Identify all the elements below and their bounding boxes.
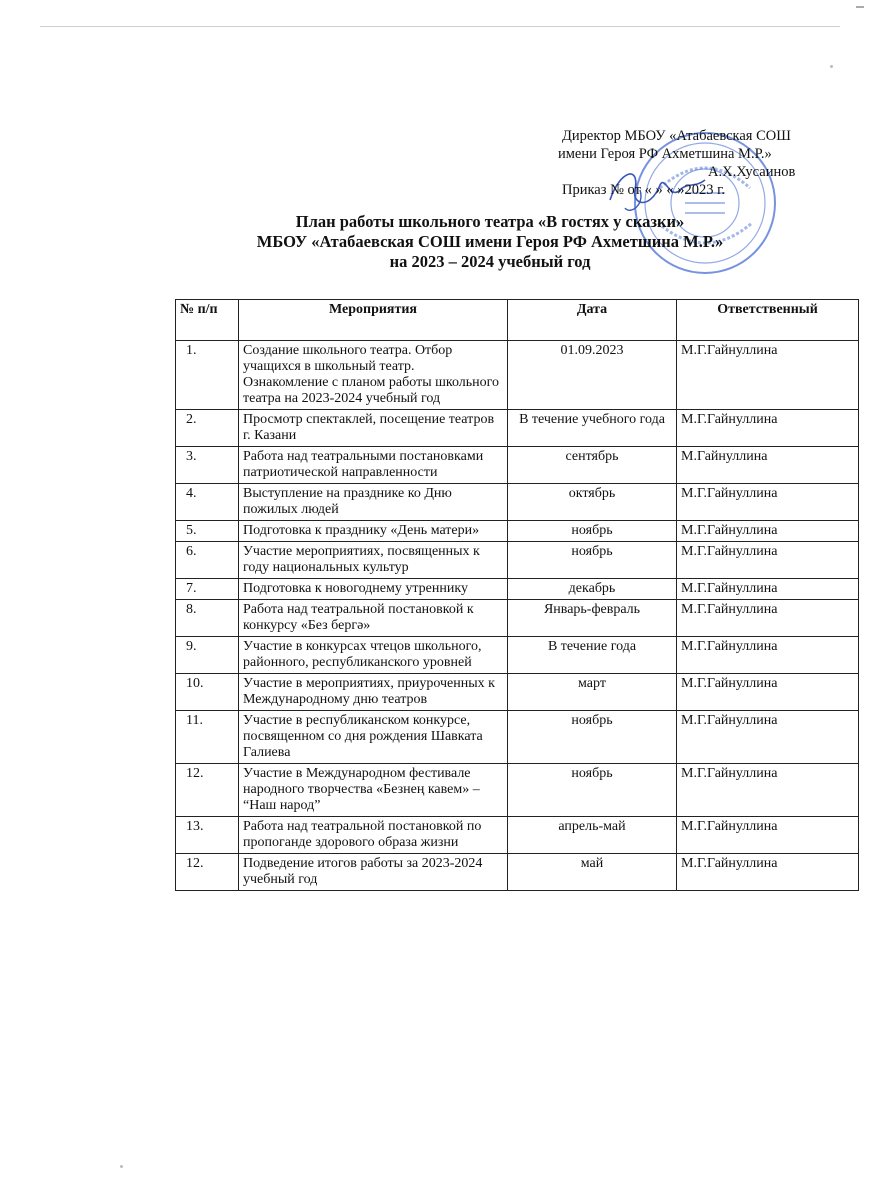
table-row <box>176 521 859 542</box>
table-row <box>176 854 859 891</box>
scan-speck <box>830 65 833 68</box>
row-responsible: М.Г.Гайнуллина <box>677 579 859 600</box>
row-responsible: М.Г.Гайнуллина <box>677 674 859 711</box>
row-date: май <box>508 854 677 891</box>
row-number: 12. <box>176 854 239 891</box>
row-number: 8. <box>176 600 239 637</box>
row-event: Участие в Международном фестивале народного творчества «Безнең кавем» – “Наш народ” <box>239 764 508 817</box>
header-num: № п/п <box>176 300 239 341</box>
row-responsible: М.Г.Гайнуллина <box>677 854 859 891</box>
title-line-2: МБОУ «Атабаевская СОШ имени Героя РФ Ахметшина М.Р.» <box>256 232 724 251</box>
row-responsible: М.Г.Гайнуллина <box>677 341 859 410</box>
table-row <box>176 579 859 600</box>
table-header-row <box>176 300 859 341</box>
row-date: апрель-май <box>508 817 677 854</box>
scan-corner-mark <box>856 6 864 8</box>
header-event: Мероприятия <box>239 300 508 341</box>
row-event: Участие в мероприятиях, приуроченных к Международному дню театров <box>239 674 508 711</box>
row-date: ноябрь <box>508 521 677 542</box>
row-number: 1. <box>176 341 239 410</box>
row-event: Просмотр спектаклей, посещение театров г. Казани <box>239 410 508 447</box>
row-event: Подготовка к празднику «День матери» <box>239 521 508 542</box>
row-date: ноябрь <box>508 711 677 764</box>
table-row <box>176 764 859 817</box>
row-responsible: М.Г.Гайнуллина <box>677 521 859 542</box>
row-number: 11. <box>176 711 239 764</box>
row-number: 2. <box>176 410 239 447</box>
approval-line-1: Директор МБОУ «Атабаевская СОШ <box>562 128 791 144</box>
table-row <box>176 447 859 484</box>
approval-line-3: А.Х.Хусаинов <box>708 164 796 180</box>
row-number: 4. <box>176 484 239 521</box>
row-event: Участие в конкурсах чтецов школьного, районного, республиканского уровней <box>239 637 508 674</box>
row-date: ноябрь <box>508 542 677 579</box>
row-date: март <box>508 674 677 711</box>
row-event: Работа над театральной постановкой по пропоганде здорового образа жизни <box>239 817 508 854</box>
row-responsible: М.Г.Гайнуллина <box>677 484 859 521</box>
row-responsible: М.Г.Гайнуллина <box>677 764 859 817</box>
row-date: 01.09.2023 <box>508 341 677 410</box>
row-responsible: М.Г.Гайнуллина <box>677 817 859 854</box>
row-event: Работа над театральными постановками патриотической направленности <box>239 447 508 484</box>
row-event: Работа над театральной постановкой к конкурсу «Без бергә» <box>239 600 508 637</box>
row-responsible: М.Г.Гайнуллина <box>677 600 859 637</box>
row-number: 5. <box>176 521 239 542</box>
plan-table <box>175 299 859 891</box>
row-date: В течение года <box>508 637 677 674</box>
row-date: В течение учебного года <box>508 410 677 447</box>
row-date: ноябрь <box>508 764 677 817</box>
scan-edge-line <box>40 26 840 27</box>
approval-line-4: Приказ № от « » « »2023 г. <box>562 182 726 198</box>
table-row <box>176 410 859 447</box>
row-event: Участие мероприятиях, посвященных к году национальных культур <box>239 542 508 579</box>
title-line-1: План работы школьного театра «В гостях у сказки» <box>295 212 685 231</box>
row-date: Январь-февраль <box>508 600 677 637</box>
header-responsible: Ответственный <box>677 300 859 341</box>
table-row <box>176 711 859 764</box>
header-date: Дата <box>508 300 677 341</box>
row-responsible: М.Г.Гайнуллина <box>677 410 859 447</box>
row-date: декабрь <box>508 579 677 600</box>
row-number: 10. <box>176 674 239 711</box>
row-event: Выступление на празднике ко Дню пожилых людей <box>239 484 508 521</box>
table-row <box>176 637 859 674</box>
scan-speck <box>120 1165 123 1168</box>
page-title <box>180 212 800 272</box>
row-number: 9. <box>176 637 239 674</box>
row-responsible: М.Гайнуллина <box>677 447 859 484</box>
row-responsible: М.Г.Гайнуллина <box>677 542 859 579</box>
row-number: 12. <box>176 764 239 817</box>
row-number: 6. <box>176 542 239 579</box>
row-number: 3. <box>176 447 239 484</box>
approval-block <box>548 127 848 199</box>
row-event: Создание школьного театра. Отбор учащихся в школьный театр. Ознакомление с планом работы школьного театра на 2023-2024 учебный год <box>239 341 508 410</box>
row-number: 13. <box>176 817 239 854</box>
row-number: 7. <box>176 579 239 600</box>
row-event: Подведение итогов работы за 2023-2024 учебный год <box>239 854 508 891</box>
row-date: сентябрь <box>508 447 677 484</box>
table-row <box>176 542 859 579</box>
row-responsible: М.Г.Гайнуллина <box>677 637 859 674</box>
row-event: Подготовка к новогоднему утреннику <box>239 579 508 600</box>
approval-line-2: имени Героя РФ Ахметшина М.Р.» <box>558 146 772 162</box>
table-row <box>176 600 859 637</box>
table-row <box>176 484 859 521</box>
table-row <box>176 817 859 854</box>
table-row <box>176 341 859 410</box>
row-event: Участие в республиканском конкурсе, посвященном со дня рождения Шавката Галиева <box>239 711 508 764</box>
title-line-3: на 2023 – 2024 учебный год <box>389 252 591 271</box>
table-row <box>176 674 859 711</box>
row-date: октябрь <box>508 484 677 521</box>
row-responsible: М.Г.Гайнуллина <box>677 711 859 764</box>
